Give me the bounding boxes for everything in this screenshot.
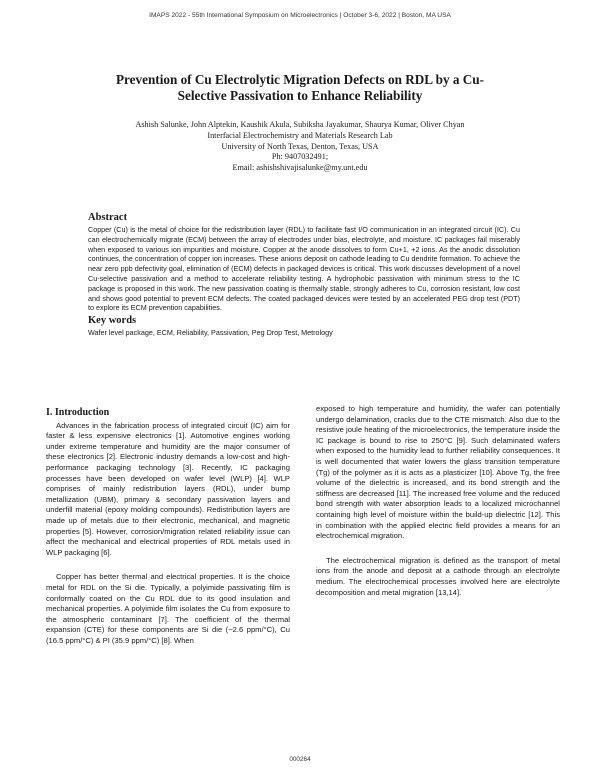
title-line-1: Prevention of Cu Electrolytic Migration Defects on RDL by a Cu- [116,72,484,87]
keywords-heading: Key words [88,315,137,327]
right-column [316,404,560,598]
intro-paragraph-3: exposed to high temperature and humidity, the wafer can potentially undergo delamination, cracks due to the CTE mismatch. Also due to the resistive joule heating of the microelectronics, the temperature inside the IC package is bound to rise to 250°C [9]. Such delaminated wafers when exposed to the humidity lead to further reliability consequences. It is well documented that water lowers the glass transition temperature (Tg) of the polymer as it is acts as a plasticizer [10]. Above Tg, the free volume of the dielectric is increased, and its bond strength and the stiffness are decreased [11]. The increased free volume and the reduced bond strength with water absorption leads to a localized microchannel containing high level of moisture within the build-up dielectric [12]. This in combination with the applied electric field provides a means for an electrochemical migration. [316,404,560,541]
author-block [60,120,540,174]
title-line-2: Selective Passivation to Enhance Reliability [177,88,423,103]
intro-paragraph-1: Advances in the fabrication process of integrated circuit (IC) aim for faster & less expensive electronics [1]. Automotive engines working under extreme temperature and humidity are the major consumer of these electronics [2]. Electronic industry demands a low-cost and high-performance packaging technology [3]. Recently, IC packaging processes have been developed on wafer level (WLP) [4]. WLP comprises of mainly redistribution layers (RDL), under bump metallization (UBM), primary & secondary passivation layers and underfill material (epoxy molding compounds). Redistribution layers are made up of metals due to their electronic, mechanical, and magnetic properties [5]. However, corrosion/migration related reliability issue can affect the mechanical and electrical properties of RDL metals used in WLP packaging [6]. [46,420,290,557]
intro-paragraph-2: Copper has better thermal and electrical properties. It is the choice metal for RDL on the Si die. Typically, a polyimide passivating film is conformally coated on the Cu RDL due to its good insulation and mechanical properties. A polyimide film isolates the Cu from exposure to the atmospheric contaminant [7]. The coefficient of the thermal expansion (CTE) for these components are Si die (~2.6 ppm/°C), Cu (16.5 ppm/°C) & PI (35.9 ppm/°C) [8]. When [46,572,290,645]
author-phone: Ph: 9407032491; [271,152,329,162]
abstract-text: Copper (Cu) is the metal of choice for the redistribution layer (RDL) to facilitate fast I/O communication in an integrated circuit (IC). Cu can electrochemically migrate (ECM) between the array of electrodes under bias, electrolyte, and moisture. IC packages fail miserably when exposed to various ion impurities and moisture. Copper at the anode dissolves to form Cu+1, +2 ions. As the anodic dissolution continues, the concentration of copper ion increases. These anions deposit on cathode leading to Cu dendrite formation. To achieve the near zero ppb defectivity goal, elimination of (ECM) defects in packaged devices is critical. This work discusses development of a novel Cu-selective passivation and a method to accelerate reliability testing. A hydrophobic passivation with minimum stress to the IC package is proposed in this work. The new passivation coating is thermally stable, strongly adheres to Cu, corrosion resistant, low cost and shows good potential to prevent ECM defects. The coated packaged devices were tested by an accelerated PEG drop test (PDT) to explore its ECM prevention capabilities. [88,225,520,313]
page-number: 000264 [289,756,311,763]
author-email: Email: ashishshivajisalunke@my.unt.edu [232,163,368,173]
introduction-heading: I. Introduction [46,407,110,418]
abstract-section [88,212,520,338]
author-lab: Interfacial Electrochemistry and Materials Research Lab [207,130,393,140]
abstract-heading: Abstract [88,212,128,223]
author-names: Ashish Salunke, John Alptekin, Kaushik Akula, Subiksha Jayakumar, Shaurya Kumar, Oliver Chyan [135,120,465,129]
paper-title [90,72,510,104]
keywords-text: Wafer level package, ECM, Reliability, Passivation, Peg Drop Test, Metrology [88,328,333,338]
left-column [46,408,290,646]
author-university: University of North Texas, Denton, Texas, USA [221,141,379,151]
intro-paragraph-4: The electrochemical migration is defined as the transport of metal ions from the anode and deposit at a cathode through an electrolyte medium. The electrochemical processes involved here are electrolyte decomposition and metal migration [13,14]. [316,555,560,597]
conference-header: IMAPS 2022 - 55th International Symposium on Microelectronics | October 3-6, 2022 | Boston, MA USA [149,12,451,19]
